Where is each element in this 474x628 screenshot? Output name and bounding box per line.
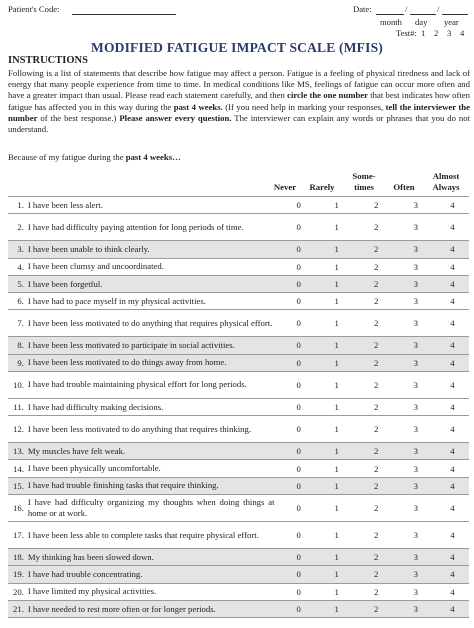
question-text: I have had difficulty paying attention for long periods of time. [27,221,244,232]
question-row [8,371,469,398]
test-number-label: Test#: [396,28,417,38]
response-option-rarely[interactable]: 1 [334,379,339,390]
question-row [8,214,469,241]
response-option-often[interactable]: 3 [413,222,418,233]
question-text: I have been physically uncomfortable. [27,463,161,474]
question-text: I have had difficulty organizing my thoughts when doing things at home or at work. [27,497,275,518]
response-option-almost-always[interactable]: 4 [450,552,455,563]
response-option-often[interactable]: 3 [413,278,418,289]
response-option-sometimes[interactable]: 2 [374,424,379,435]
response-option-sometimes[interactable]: 2 [374,586,379,597]
response-option-almost-always[interactable]: 4 [450,463,455,474]
question-row [8,354,469,371]
question-number: 16. [13,502,24,513]
response-option-sometimes[interactable]: 2 [374,379,379,390]
response-option-never[interactable]: 0 [296,401,301,412]
response-option-almost-always[interactable]: 4 [450,379,455,390]
question-number: 13. [13,446,24,457]
question-number: 20. [13,586,24,597]
response-option-rarely[interactable]: 1 [334,502,339,513]
response-option-never[interactable]: 0 [296,340,301,351]
response-option-almost-always[interactable]: 4 [450,603,455,614]
question-number: 15. [13,480,24,491]
response-option-sometimes[interactable]: 2 [374,357,379,368]
response-option-never[interactable]: 0 [296,379,301,390]
response-option-never[interactable]: 0 [296,569,301,580]
response-option-sometimes[interactable]: 2 [374,222,379,233]
patient-code-label: Patient's Code: [8,4,60,14]
response-option-never[interactable]: 0 [296,261,301,272]
response-option-often[interactable]: 3 [413,502,418,513]
response-option-often[interactable]: 3 [413,318,418,329]
question-text: I have been clumsy and uncoordinated. [27,261,164,272]
question-row [8,241,469,258]
question-text: I have been less able to complete tasks that require physical effort. [27,529,259,540]
response-option-rarely[interactable]: 1 [334,278,339,289]
question-row [8,443,469,460]
date-label: Date: [353,4,372,14]
test-option-2[interactable]: 2 [434,28,439,38]
question-number: 1. [17,200,24,211]
date-separator: / [405,4,408,14]
question-number: 4. [17,261,24,272]
response-option-often[interactable]: 3 [413,200,418,211]
response-option-often[interactable]: 3 [413,424,418,435]
response-option-sometimes[interactable]: 2 [374,502,379,513]
question-text: I have needed to rest more often or for longer periods. [27,603,216,614]
question-row [8,600,469,617]
response-option-never[interactable]: 0 [296,502,301,513]
date-day-caption: day [415,17,428,27]
response-option-never[interactable]: 0 [296,222,301,233]
response-option-never[interactable]: 0 [296,530,301,541]
question-number: 14. [13,463,24,474]
response-option-sometimes[interactable]: 2 [374,261,379,272]
response-option-almost-always[interactable]: 4 [450,502,455,513]
response-option-almost-always[interactable]: 4 [450,244,455,255]
question-text: I have been less alert. [27,199,103,210]
response-option-never[interactable]: 0 [296,244,301,255]
question-row [8,460,469,477]
question-number: 6. [17,296,24,307]
response-option-often[interactable]: 3 [413,569,418,580]
column-header-rarely: Rarely [309,182,335,192]
response-option-sometimes[interactable]: 2 [374,552,379,563]
response-option-almost-always[interactable]: 4 [450,530,455,541]
response-option-never[interactable]: 0 [296,296,301,307]
response-option-often[interactable]: 3 [413,552,418,563]
response-option-never[interactable]: 0 [296,200,301,211]
response-option-rarely[interactable]: 1 [334,244,339,255]
response-option-rarely[interactable]: 1 [334,463,339,474]
response-option-rarely[interactable]: 1 [334,552,339,563]
response-option-often[interactable]: 3 [413,586,418,597]
question-row [8,337,469,354]
response-option-sometimes[interactable]: 2 [374,401,379,412]
question-text: My muscles have felt weak. [27,446,126,457]
response-option-rarely[interactable]: 1 [334,222,339,233]
response-option-sometimes[interactable]: 2 [374,296,379,307]
response-option-sometimes[interactable]: 2 [374,200,379,211]
question-text: I have been forgetful. [27,278,103,289]
question-row [8,398,469,415]
response-option-sometimes[interactable]: 2 [374,569,379,580]
response-option-rarely[interactable]: 1 [334,480,339,491]
question-text: I have been less motivated to do anything that requires physical effort. [27,317,273,328]
response-option-rarely[interactable]: 1 [334,340,339,351]
page-title: MODIFIED FATIGUE IMPACT SCALE (MFIS) [91,40,383,55]
question-number: 7. [17,318,24,329]
response-option-almost-always[interactable]: 4 [450,480,455,491]
response-option-often[interactable]: 3 [413,530,418,541]
response-option-sometimes[interactable]: 2 [374,603,379,614]
response-option-almost-always[interactable]: 4 [450,296,455,307]
date-separator: / [437,4,440,14]
response-option-often[interactable]: 3 [413,261,418,272]
response-option-rarely[interactable]: 1 [334,200,339,211]
test-option-3[interactable]: 3 [447,28,452,38]
column-header-never: Never [273,182,297,192]
response-option-often[interactable]: 3 [413,340,418,351]
response-option-often[interactable]: 3 [413,401,418,412]
question-row [8,258,469,275]
response-option-sometimes[interactable]: 2 [374,530,379,541]
response-option-rarely[interactable]: 1 [334,318,339,329]
response-option-rarely[interactable]: 1 [334,401,339,412]
response-option-almost-always[interactable]: 4 [450,318,455,329]
question-row [8,477,469,494]
response-option-sometimes[interactable]: 2 [374,318,379,329]
question-text: I have been less motivated to participate in social activities. [27,340,235,351]
question-number: 17. [13,530,24,541]
date-month-field[interactable] [376,14,404,15]
column-header-almost-always: Almost Always [432,171,460,192]
response-option-rarely[interactable]: 1 [334,569,339,580]
instructions-heading: INSTRUCTIONS [8,55,88,66]
response-option-often[interactable]: 3 [413,603,418,614]
question-row [8,310,469,337]
response-option-often[interactable]: 3 [413,244,418,255]
column-header-often: Often [393,182,415,192]
question-text: My thinking has been slowed down. [27,551,154,562]
question-text: I have had difficulty making decisions. [27,401,164,412]
date-year-caption: year [444,17,459,27]
response-option-never[interactable]: 0 [296,480,301,491]
response-option-never[interactable]: 0 [296,463,301,474]
response-option-sometimes[interactable]: 2 [374,340,379,351]
question-number: 3. [17,244,24,255]
response-option-often[interactable]: 3 [413,379,418,390]
response-option-rarely[interactable]: 1 [334,586,339,597]
question-row [8,566,469,583]
test-option-1[interactable]: 1 [421,28,426,38]
response-option-rarely[interactable]: 1 [334,357,339,368]
question-number: 21. [13,603,24,614]
response-option-never[interactable]: 0 [296,318,301,329]
response-option-often[interactable]: 3 [413,463,418,474]
response-option-almost-always[interactable]: 4 [450,222,455,233]
response-option-sometimes[interactable]: 2 [374,446,379,457]
response-option-almost-always[interactable]: 4 [450,261,455,272]
question-number: 5. [17,278,24,289]
response-option-sometimes[interactable]: 2 [374,244,379,255]
question-number: 8. [17,340,24,351]
response-option-often[interactable]: 3 [413,357,418,368]
response-option-rarely[interactable]: 1 [334,446,339,457]
patient-code-field[interactable] [72,14,176,15]
response-option-almost-always[interactable]: 4 [450,340,455,351]
response-option-sometimes[interactable]: 2 [374,480,379,491]
response-option-almost-always[interactable]: 4 [450,424,455,435]
response-option-rarely[interactable]: 1 [334,424,339,435]
column-header-sometimes: Some- times [352,171,376,192]
response-option-never[interactable]: 0 [296,603,301,614]
question-text: I have been less motivated to do anything that requires thinking. [27,423,252,434]
question-text: I have limited my physical activities. [27,586,157,597]
instructions-text: Following is a list of statements that describe how fatigue may affect a person. Fatigue is a feeling of physical tiredness and lack of energy that many people experience from time to time. In medical conditions like MS, feelings of fatigue can occur more often and have a greater impact than usual. Please read each statement carefully, and then circle the one number that best indicates how often fatigue has affected you in this way during the past 4 weeks. (If you need help in marking your responses, tell the interviewer the number of the best response.) Please answer every question. The interviewer can explain any words or phrases that you do not understand. [8,68,471,135]
question-number: 18. [13,552,24,563]
response-option-rarely[interactable]: 1 [334,530,339,541]
question-number: 19. [13,569,24,580]
response-option-almost-always[interactable]: 4 [450,357,455,368]
response-option-almost-always[interactable]: 4 [450,569,455,580]
response-option-never[interactable]: 0 [296,586,301,597]
question-text: I have had trouble maintaining physical effort for long periods. [27,379,247,390]
test-option-4[interactable]: 4 [460,28,465,38]
question-number: 2. [17,222,24,233]
question-row [8,549,469,566]
question-row [8,197,469,214]
response-option-almost-always[interactable]: 4 [450,200,455,211]
response-option-often[interactable]: 3 [413,296,418,307]
response-option-never[interactable]: 0 [296,446,301,457]
response-option-almost-always[interactable]: 4 [450,586,455,597]
response-option-rarely[interactable]: 1 [334,261,339,272]
question-number: 10. [13,379,24,390]
question-row [8,583,469,600]
response-option-sometimes[interactable]: 2 [374,463,379,474]
response-option-often[interactable]: 3 [413,446,418,457]
question-number: 12. [13,424,24,435]
response-option-almost-always[interactable]: 4 [450,278,455,289]
response-option-never[interactable]: 0 [296,357,301,368]
response-option-rarely[interactable]: 1 [334,603,339,614]
question-text: I have had to pace myself in my physical activities. [27,295,206,306]
question-text: I have had trouble concentrating. [27,569,143,580]
response-option-never[interactable]: 0 [296,552,301,563]
question-text: I have had trouble finishing tasks that require thinking. [27,480,219,491]
response-option-often[interactable]: 3 [413,480,418,491]
response-option-sometimes[interactable]: 2 [374,278,379,289]
question-text: I have been unable to think clearly. [27,244,150,255]
timeframe-prompt: Because of my fatigue during the past 4 weeks… [8,152,181,162]
question-row [8,275,469,292]
question-number: 11. [13,401,24,412]
response-option-almost-always[interactable]: 4 [450,401,455,412]
response-option-rarely[interactable]: 1 [334,296,339,307]
question-text: I have been less motivated to do things away from home. [27,357,227,368]
question-row [8,416,469,443]
response-option-almost-always[interactable]: 4 [450,446,455,457]
response-option-never[interactable]: 0 [296,278,301,289]
questionnaire-table [8,196,469,618]
date-day-field[interactable] [410,14,436,15]
question-number: 9. [17,357,24,368]
date-month-caption: month [380,17,402,27]
question-row [8,494,469,521]
response-option-never[interactable]: 0 [296,424,301,435]
question-row [8,522,469,549]
date-year-field[interactable] [442,14,468,15]
question-row [8,292,469,309]
